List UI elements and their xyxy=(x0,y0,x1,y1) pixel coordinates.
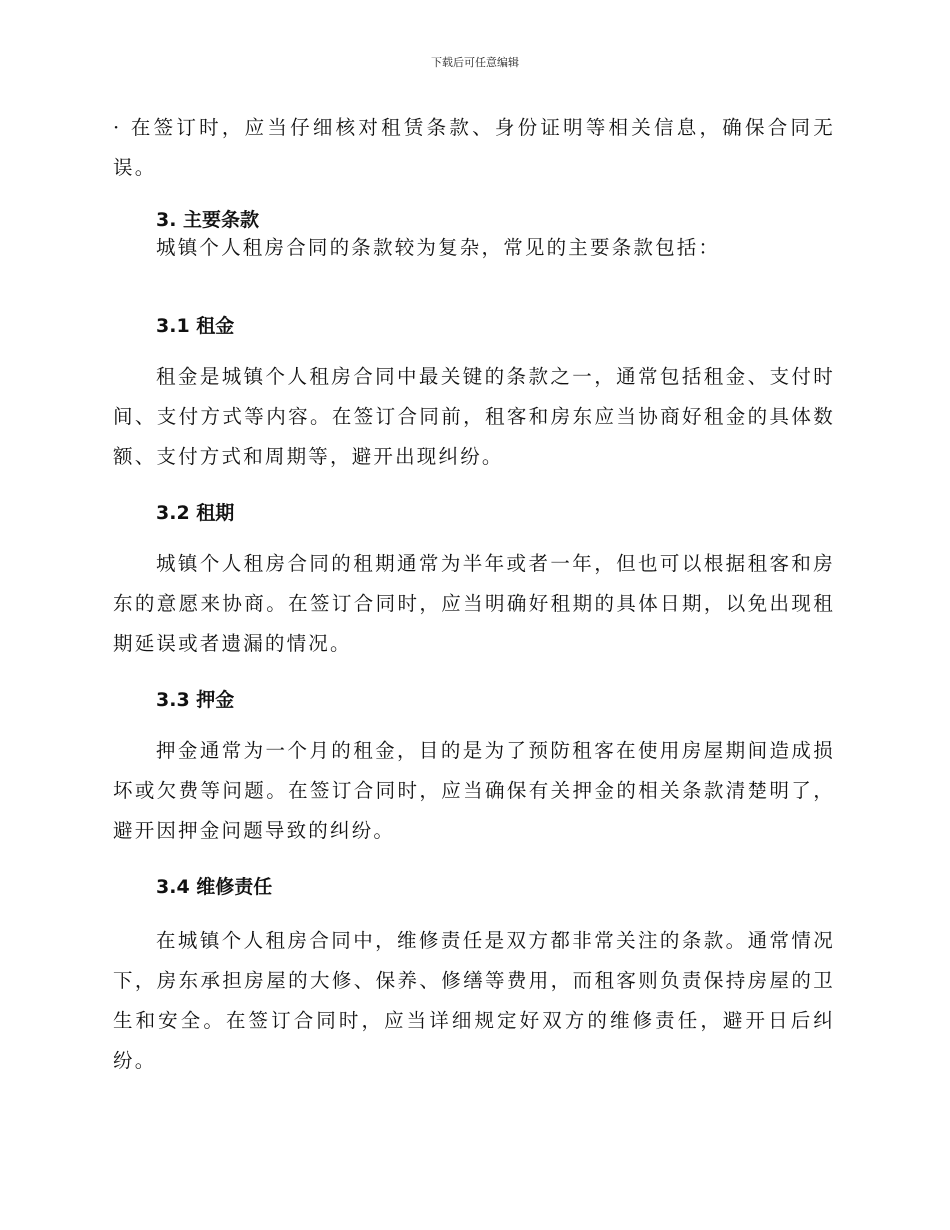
paragraph: · 在签订时，应当仔细核对租赁条款、身份证明等相关信息，确保合同无误。 xyxy=(113,116,835,179)
paragraph: 城镇个人租房合同的条款较为复杂，常见的主要条款包括： xyxy=(156,236,721,259)
paragraph: 城镇个人租房合同的租期通常为半年或者一年，但也可以根据租客和房东的意愿来协商。在签订合同时，应当明确好租期的具体日期，以免出现租期延误或者遗漏的情况。 xyxy=(113,552,835,655)
paragraph: 在城镇个人租房合同中，维修责任是双方都非常关注的条款。通常情况下，房东承担房屋的大修、保养、修缮等费用，而租客则负责保持房屋的卫生和安全。在签订合同时，应当详细规定好双方的维修责任，避开日后纠纷。 xyxy=(113,929,835,1072)
section-heading: 3. 主要条款 xyxy=(156,209,260,231)
section-heading: 3.4 维修责任 xyxy=(156,876,273,898)
section-heading: 3.1 租金 xyxy=(156,315,235,337)
section-heading: 3.3 押金 xyxy=(156,689,235,711)
page-header: 下载后可任意编辑 xyxy=(431,56,519,69)
paragraph: 押金通常为一个月的租金，目的是为了预防租客在使用房屋期间造成损坏或欠费等问题。在签订合同时，应当确保有关押金的相关条款清楚明了，避开因押金问题导致的纠纷。 xyxy=(113,739,835,842)
paragraph: 租金是城镇个人租房合同中最关键的条款之一，通常包括租金、支付时间、支付方式等内容。在签订合同前，租客和房东应当协商好租金的具体数额、支付方式和周期等，避开出现纠纷。 xyxy=(113,365,835,468)
section-heading: 3.2 租期 xyxy=(156,502,235,524)
